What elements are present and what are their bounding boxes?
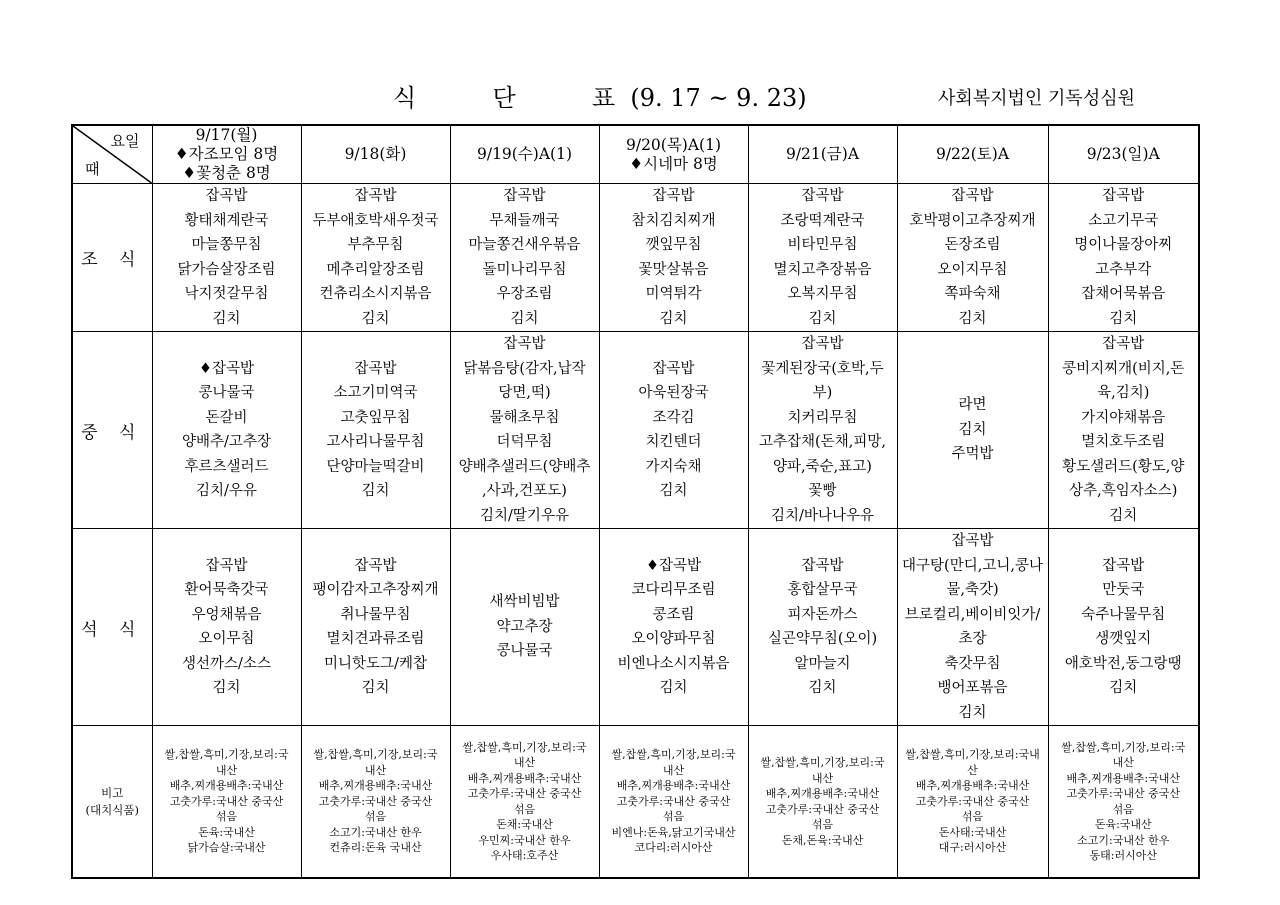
menu-item: 알마늘지 [794,655,851,672]
notes-label-line: (대치식품) [85,802,139,817]
corner-cell [72,125,152,184]
menu-item: 잡곡밥 [354,360,397,377]
menu-item: 잡곡밥 [205,557,248,574]
note-line: 배추,찌개용배추:국내산 [1066,771,1180,785]
notes-cell [748,726,897,879]
menu-item: 잡곡밥 [652,360,695,377]
menu-item: 돌미나리무침 [482,261,567,278]
menu-item: 후르츠샐러드 [184,458,269,475]
note-line: 배추,찌개용배추:국내산 [169,779,284,793]
menu-item: 김치 [1109,680,1138,696]
menu-item: 만둣국 [1102,582,1145,598]
note-line: 고춧가루:국내산 중국산 [616,794,731,808]
note-line: 고춧가루:국내산 중국산 [765,802,880,816]
breakfast-cell [897,184,1048,332]
menu-item: 고추잡채(돈채,피망, [759,434,886,450]
menu-item: 마늘쫑무침 [191,237,262,253]
lunch-cell [897,332,1048,529]
lunch-cell [301,332,450,529]
menu-item: 취나물무침 [340,606,411,623]
menu-item: 무채들깨국 [489,212,560,229]
menu-item: 육,김치) [1097,385,1150,401]
menu-item: 고추부각 [1095,261,1152,278]
day-header [450,125,599,184]
weekly-menu-table [71,124,1200,879]
note-line: 산 [967,763,978,777]
menu-item: 가지숙채 [645,458,702,475]
dinner-cell [897,529,1048,726]
breakfast-cell [450,184,599,332]
note-line: 배추,찌개용배추:국내산 [616,779,731,793]
menu-item: 명이나물장아찌 [1074,237,1173,253]
menu-item: 김치/바나나우유 [771,507,874,524]
notes-label [72,726,152,879]
menu-item: 호박평이고추장찌개 [909,212,1036,229]
menu-item: 우엉채볶음 [191,606,262,623]
lunch-cell [450,332,599,529]
menu-item: 우장조림 [496,286,553,302]
breakfast-cell [1048,184,1199,332]
note-line: 쌀,찹쌀,흑미,기장,보리:국내 [905,748,1040,762]
dinner-cell [748,529,897,726]
note-line: 돈사태:국내산 [938,825,1007,839]
lunch-cell [599,332,748,529]
organization-name: 사회복지법인 기독성심원 [938,88,1135,109]
dinner-cell [599,529,748,726]
menu-item: 잡곡밥 [1102,188,1145,204]
note-line: 내산 [215,763,238,777]
note-line: 고춧가루:국내산 중국산 [915,794,1030,808]
menu-item: 단양마늘떡갈비 [326,458,425,475]
note-line: 내산 [1112,756,1134,769]
note-line: 내산 [811,771,834,785]
menu-item: 조각김 [652,409,695,426]
menu-item: 오이지무침 [937,261,1008,278]
lunch-cell [748,332,897,529]
meal-label-breakfast: 조 식 [72,184,152,332]
corner-meal-label: 때 [85,160,100,178]
note-line: 우사태:호주산 [490,849,559,862]
menu-item: 잡곡밥 [503,336,546,352]
menu-item: 잡곡밥 [354,188,397,204]
menu-item: 물해초무침 [489,409,560,426]
menu-item: 생선까스/소스 [182,655,271,672]
notes-cell [599,726,748,879]
menu-item: 양파,죽순,표고) [773,458,872,475]
note-line: 섞음 [364,810,387,824]
note-line: 고춧가루:국내산 중국산 [169,794,284,808]
note-line: 쌀,찹쌀,흑미,기장,보리:국 [1061,740,1186,754]
menu-item: 잡곡밥 [801,336,844,352]
menu-item: 김치 [510,310,539,327]
menu-item: 숙주나물무침 [1081,606,1166,623]
menu-item: ,사과,건포도) [482,483,567,499]
menu-item: 황도샐러드(황도,양 [1062,458,1185,475]
note-line: 돈채,돈육:국내산 [781,833,864,847]
menu-item: 콩조림 [652,606,695,623]
note-line: 배추,찌개용배추:국내산 [915,779,1030,793]
menu-item: 멸치고추장볶음 [773,261,872,278]
day-header [748,125,897,184]
menu-item: 잡곡밥 [801,557,844,574]
menu-item: 돈장조림 [944,237,1001,253]
menu-item: 멸치호두조림 [1081,434,1166,450]
menu-item: 조랑떡계란국 [780,212,865,229]
notes-cell [1048,726,1199,879]
note-line: 우민찌:국내산 한우 [478,833,571,847]
menu-item: 가지야채볶음 [1081,409,1166,426]
notes-cell [450,726,599,879]
menu-item: ♦잡곡밥 [198,360,255,377]
day-header-line: ♦꽃청춘 8명 [182,164,271,182]
menu-item: 김치 [659,680,688,696]
menu-item: 비타민무침 [787,237,858,253]
menu-item: 깻잎무침 [645,237,702,253]
menu-item: 브로컬리,베이비잇가/ [904,606,1041,623]
note-line: 돈육:국내산 [198,825,255,839]
note-line: 돈육:국내산 [1094,818,1152,831]
menu-item: 뱅어포볶음 [937,680,1008,696]
menu-item: 대구탕(만디,고니,콩나 [902,557,1043,574]
note-line: 쌀,찹쌀,흑미,기장,보리:국 [164,748,289,762]
notes-cell [897,726,1048,879]
menu-item: 약고추장 [496,618,553,635]
menu-item: 돈갈비 [205,409,248,426]
menu-item: 홍합살무국 [787,582,858,598]
breakfast-cell [301,184,450,332]
note-line: 내산 [662,763,685,777]
note-line: 비엔나:돈육,닭고기국내산 [611,825,736,839]
document-header [0,78,1280,112]
menu-item: 환어묵축갓국 [184,582,269,598]
menu-item: 꽃빵 [808,483,837,499]
note-line: 쌀,찹쌀,흑미,기장,보리:국 [313,748,438,762]
menu-item: 김치 [361,310,390,327]
menu-item: 김치 [1109,507,1138,524]
menu-item: 실곤약무침(오이) [767,631,878,647]
menu-item: 잡곡밥 [354,557,397,574]
meal-label-dinner: 석 식 [72,529,152,726]
day-header [599,125,748,184]
dinner-cell [301,529,450,726]
menu-item: 당면,떡) [498,385,551,401]
meal-label-lunch: 중 식 [72,332,152,529]
breakfast-cell [599,184,748,332]
notes-cell [301,726,450,879]
menu-item: 김치 [659,483,688,499]
menu-item: 잡곡밥 [951,188,994,204]
menu-item: 김치/우유 [196,483,257,499]
note-line: 배추,찌개용배추:국내산 [765,787,880,800]
menu-item: 초장 [958,631,987,647]
menu-item: 소고기무국 [1088,212,1159,229]
day-header [1048,125,1199,184]
menu-item: 꽃게된장국(호박,두 [761,360,884,377]
menu-item: 닭볶음탕(감자,납작 [463,360,586,377]
note-line: 컨츄리:돈육 국내산 [329,841,422,855]
menu-item: 컨츄리소시지볶음 [319,286,432,302]
menu-item: 김치 [1109,310,1138,327]
menu-item: 주먹밥 [951,446,994,463]
note-line: 섞음 [1112,802,1134,816]
dinner-row [72,529,1199,726]
day-header-line: 9/19(수)A(1) [476,145,573,163]
menu-item: 미니핫도그/케찹 [324,655,427,672]
menu-item: 쪽파숙채 [944,286,1001,302]
menu-item: 코다리무조림 [631,582,716,598]
menu-item: 콩나물국 [496,643,553,660]
menu-item: 콩나물국 [198,385,255,401]
note-line: 배추,찌개용배추:국내산 [467,771,582,785]
note-line: 돈채:국내산 [496,818,553,831]
menu-item: 치킨텐더 [645,434,702,450]
menu-item: 참치김치찌개 [631,212,716,229]
corner-weekday-label: 요일 [110,132,140,150]
menu-item: 잡곡밥 [1102,336,1145,352]
menu-item: 물,축갓) [946,582,999,598]
menu-item: 황태채계란국 [184,212,269,229]
menu-item: 소고기미역국 [333,385,418,401]
page-title: 식 단 표 (9. 17 ~ 9. 23) [393,84,807,112]
menu-item: 김치 [958,310,987,327]
menu-item: 잡곡밥 [951,533,994,549]
note-line: 배추,찌개용배추:국내산 [318,779,433,793]
menu-item: 김치 [958,421,987,438]
day-header-line: 9/20(목)A(1) [625,135,722,154]
menu-item: 김치 [958,704,987,721]
note-line: 대구:러시아산 [938,841,1007,855]
menu-item: 비엔나소시지볶음 [617,655,730,672]
menu-item: 오이양파무침 [631,631,716,647]
note-line: 고춧가루:국내산 중국산 [1066,787,1180,800]
menu-item: 생깻잎지 [1095,631,1152,647]
menu-item: 잡곡밥 [801,188,844,204]
note-line: 소고기:국내산 한우 [1077,833,1170,847]
menu-item: 치커리무침 [787,409,858,426]
menu-item: 김치 [212,680,241,696]
menu-item: 고사리나물무침 [326,434,425,450]
note-line: 동태:러시아산 [1089,849,1157,862]
note-line: 고춧가루:국내산 중국산 [318,794,433,808]
menu-item: 김치 [212,310,241,327]
note-line: 코다리:러시아산 [634,841,713,855]
notes-cell [152,726,301,879]
menu-item: 마늘쫑건새우볶음 [468,237,581,253]
menu-item: 김치 [361,483,390,499]
day-header [152,125,301,184]
menu-item: 콩비지찌개(비지,돈 [1062,360,1185,377]
menu-item: 잡곡밥 [652,188,695,204]
lunch-row [72,332,1199,529]
day-header-line: 9/17(월) [195,126,258,144]
menu-item: 애호박전,동그랑땡 [1064,655,1182,672]
menu-item: 잡곡밥 [205,188,248,204]
menu-item: 김치 [659,310,688,327]
menu-item: 잡곡밥 [1102,557,1145,574]
day-header-line: 9/21(금)A [785,145,860,163]
menu-item: 멸치견과류조림 [326,631,425,647]
menu-item: 김치 [361,680,390,696]
menu-item: 김치/딸기우유 [480,507,569,524]
note-line: 섞음 [215,810,238,824]
menu-item: 메추리알장조림 [326,261,425,278]
note-line: 섞음 [961,810,984,824]
menu-item: 오이무침 [198,631,255,647]
day-header-line: ♦시네마 8명 [629,154,718,173]
lunch-cell [1048,332,1199,529]
menu-item: 부추무침 [347,237,404,253]
note-line: 쌀,찹쌀,흑미,기장,보리:국 [611,748,736,762]
day-header-line: 9/18(화) [344,145,407,163]
menu-item: 고춧잎무침 [340,409,411,426]
note-line: 쌀,찹쌀,흑미,기장,보리:국 [760,756,885,769]
menu-item: 더덕무침 [496,434,553,450]
menu-item: 닭가슴살장조림 [177,261,276,278]
dinner-cell [450,529,599,726]
note-line: 닭가슴살:국내산 [187,841,266,855]
note-line: 섞음 [662,810,685,824]
menu-item: 잡곡밥 [503,188,546,204]
menu-item: 오복지무침 [787,286,858,302]
notes-label-line: 비고 [101,785,124,800]
menu-item: 낙지젓갈무침 [184,286,269,302]
dinner-cell [1048,529,1199,726]
breakfast-row [72,184,1199,332]
day-header-line: 9/22(토)A [935,145,1010,163]
note-line: 섞음 [811,818,834,831]
lunch-cell [152,332,301,529]
breakfast-cell [748,184,897,332]
menu-item: 아욱된장국 [638,385,709,401]
menu-item: ♦잡곡밥 [645,557,702,574]
menu-item: 두부애호박새우젓국 [312,212,439,229]
header-row [72,125,1199,184]
menu-item: 부) [812,385,833,401]
note-line: 고춧가루:국내산 중국산 [467,787,582,800]
day-header [897,125,1048,184]
menu-item: 잡채어묵볶음 [1081,286,1166,302]
note-line: 소고기:국내산 한우 [329,825,422,839]
menu-item: 상추,흑임자소스) [1069,483,1178,499]
menu-item: 팽이감자고추장찌개 [312,582,439,598]
note-line: 섞음 [513,802,536,816]
menu-item: 피자돈까스 [787,606,858,623]
day-header [301,125,450,184]
menu-item: 양배추샐러드(양배추 [458,458,591,475]
day-header-line: ♦자조모임 8명 [174,145,279,163]
menu-item: 미역튀각 [645,286,702,302]
dinner-cell [152,529,301,726]
note-line: 쌀,찹쌀,흑미,기장,보리:국 [462,740,587,754]
menu-item: 새싹비빔밥 [489,594,560,611]
note-line: 내산 [364,763,387,777]
menu-item: 김치 [808,680,837,696]
menu-item: 꽃맛살볶음 [638,261,709,278]
menu-item: 양배추/고추장 [182,434,271,450]
menu-item: 라면 [958,397,987,414]
menu-item: 김치 [808,310,837,327]
menu-item: 축갓무침 [944,655,1001,672]
notes-row [72,726,1199,879]
note-line: 내산 [513,756,536,769]
day-header-line: 9/23(일)A [1086,145,1160,163]
breakfast-cell [152,184,301,332]
